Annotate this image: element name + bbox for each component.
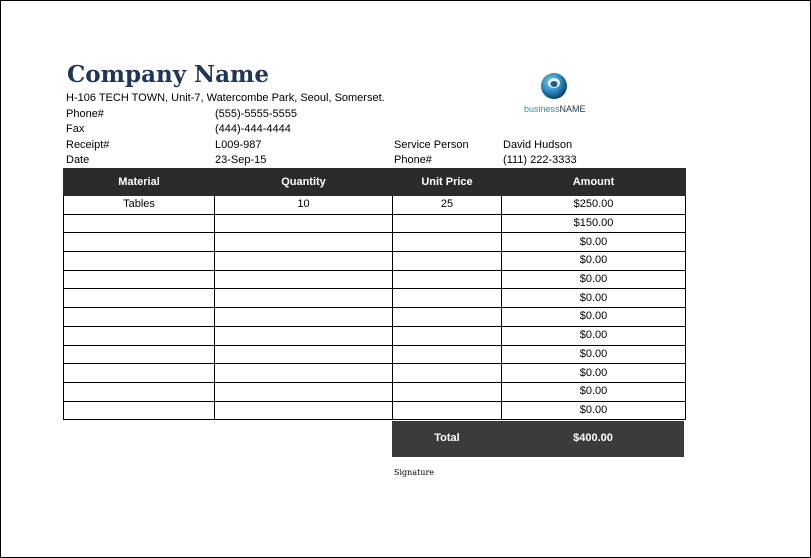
receipt-label: Receipt#	[66, 139, 110, 151]
material-cell[interactable]: Tables	[64, 196, 215, 215]
unit-price-cell[interactable]	[393, 252, 502, 271]
material-cell[interactable]	[64, 270, 215, 289]
table-row	[64, 308, 686, 327]
unit-price-cell[interactable]	[393, 308, 502, 327]
unit-price-cell[interactable]	[393, 401, 502, 420]
logo-text-business: business	[524, 104, 560, 114]
unit-price-cell[interactable]: 25	[393, 196, 502, 215]
quantity-cell[interactable]	[215, 289, 393, 308]
table-row	[64, 326, 686, 345]
amount-cell[interactable]: $0.00	[502, 270, 686, 289]
material-cell[interactable]	[64, 233, 215, 252]
quantity-cell[interactable]	[215, 308, 393, 327]
material-cell[interactable]	[64, 308, 215, 327]
material-cell[interactable]	[64, 289, 215, 308]
table-row	[64, 364, 686, 383]
unit-price-cell[interactable]	[393, 345, 502, 364]
phone-value: (555)-5555-5555	[215, 108, 297, 120]
amount-cell[interactable]: $0.00	[502, 289, 686, 308]
amount-cell[interactable]: $0.00	[502, 364, 686, 383]
amount-cell[interactable]: $0.00	[502, 401, 686, 420]
receipt-value: L009-987	[215, 139, 262, 151]
material-cell[interactable]	[64, 364, 215, 383]
quantity-cell[interactable]	[215, 252, 393, 271]
table-header-row	[64, 169, 686, 196]
amount-cell[interactable]: $150.00	[502, 214, 686, 233]
unit-price-cell[interactable]	[393, 233, 502, 252]
table-row	[64, 270, 686, 289]
header-amount: Amount	[502, 169, 686, 196]
amount-cell[interactable]: $0.00	[502, 326, 686, 345]
quantity-cell[interactable]	[215, 382, 393, 401]
phone-label: Phone#	[66, 108, 104, 120]
service-person-value: David Hudson	[503, 139, 573, 151]
quantity-cell[interactable]: 10	[215, 196, 393, 215]
total-label: Total	[434, 432, 460, 444]
table-row	[64, 345, 686, 364]
quantity-cell[interactable]	[215, 345, 393, 364]
date-value: 23-Sep-15	[215, 154, 267, 166]
date-label: Date	[66, 154, 90, 166]
unit-price-cell[interactable]	[393, 326, 502, 345]
unit-price-cell[interactable]	[393, 270, 502, 289]
service-phone-label: Phone#	[394, 154, 432, 166]
service-phone-value: (111) 222-3333	[503, 154, 577, 166]
material-cell[interactable]	[64, 345, 215, 364]
amount-cell[interactable]: $0.00	[502, 308, 686, 327]
table-row	[64, 289, 686, 308]
total-bar	[392, 421, 684, 457]
signature-label: Signature	[394, 468, 435, 477]
fax-value: (444)-444-4444	[215, 123, 291, 135]
fax-label: Fax	[66, 123, 85, 135]
amount-cell[interactable]: $250.00	[502, 196, 686, 215]
quantity-cell[interactable]	[215, 364, 393, 383]
header-unit-price: Unit Price	[393, 169, 502, 196]
total-value: $400.00	[573, 432, 613, 444]
quantity-cell[interactable]	[215, 233, 393, 252]
table-row	[64, 382, 686, 401]
quantity-cell[interactable]	[215, 214, 393, 233]
unit-price-cell[interactable]	[393, 364, 502, 383]
material-cell[interactable]	[64, 214, 215, 233]
logo-text	[524, 104, 586, 114]
unit-price-cell[interactable]	[393, 382, 502, 401]
table-row	[64, 401, 686, 420]
items-table	[63, 168, 686, 420]
unit-price-cell[interactable]	[393, 214, 502, 233]
amount-cell[interactable]: $0.00	[502, 345, 686, 364]
material-cell[interactable]	[64, 326, 215, 345]
table-row	[64, 233, 686, 252]
header-material: Material	[64, 169, 215, 196]
quantity-cell[interactable]	[215, 270, 393, 289]
table-row	[64, 196, 686, 215]
material-cell[interactable]	[64, 252, 215, 271]
material-cell[interactable]	[64, 382, 215, 401]
amount-cell[interactable]: $0.00	[502, 233, 686, 252]
company-name: Company Name	[67, 61, 269, 88]
table-row	[64, 214, 686, 233]
unit-price-cell[interactable]	[393, 289, 502, 308]
service-person-label: Service Person	[394, 139, 469, 151]
logo-text-name: NAME	[559, 104, 586, 114]
amount-cell[interactable]: $0.00	[502, 252, 686, 271]
header-quantity: Quantity	[215, 169, 393, 196]
material-cell[interactable]	[64, 401, 215, 420]
amount-cell[interactable]: $0.00	[502, 382, 686, 401]
company-address: H-106 TECH TOWN, Unit-7, Watercombe Park, Seoul, Somerset.	[66, 92, 385, 104]
quantity-cell[interactable]	[215, 401, 393, 420]
table-row	[64, 252, 686, 271]
quantity-cell[interactable]	[215, 326, 393, 345]
